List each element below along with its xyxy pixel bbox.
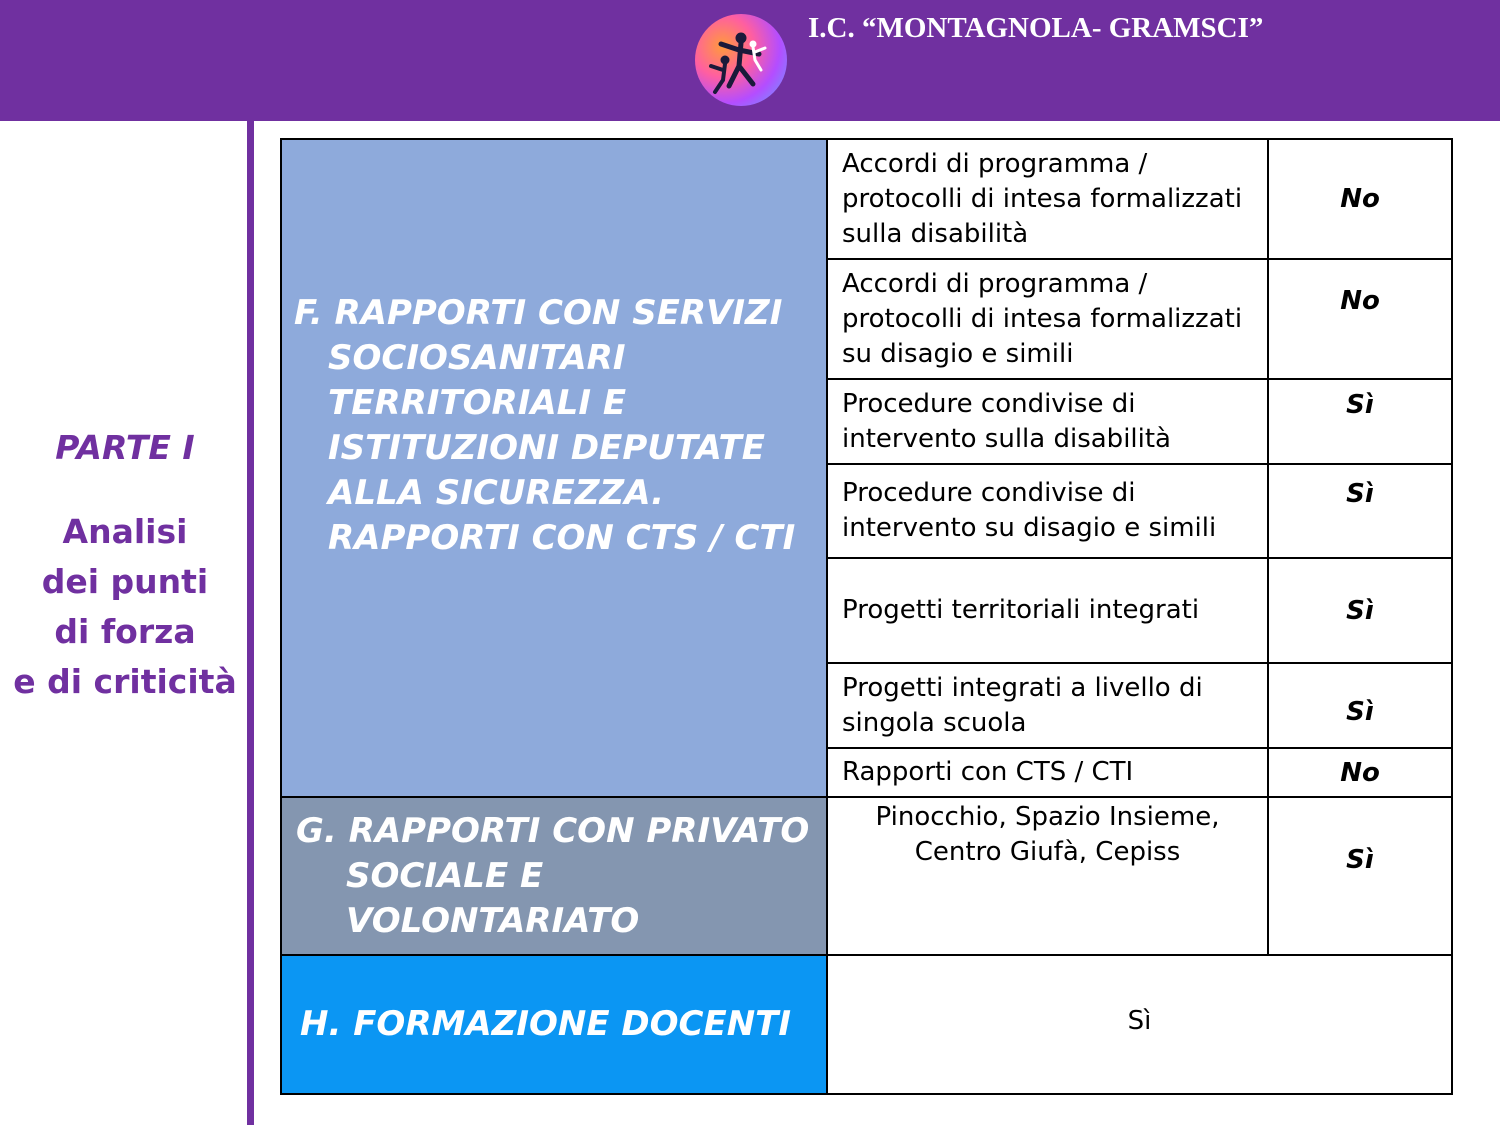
table-row-value: No (1267, 138, 1453, 260)
section-h-title: H. FORMAZIONE DOCENTI (300, 1004, 791, 1044)
table-row-value: Sì (1267, 662, 1453, 749)
table-row-item: Pinocchio, Spazio Insieme, Centro Giufà, Cepiss (826, 796, 1269, 956)
section-g-title: G. RAPPORTI CON PRIVATO SOCIALE E VOLONTARIATO (296, 810, 810, 941)
dancers-logo-icon (695, 14, 787, 106)
table-row-item: Rapporti con CTS / CTI (826, 747, 1269, 798)
subtitle-line: di forza (54, 612, 196, 651)
subtitle-line: Analisi (62, 512, 188, 551)
school-title: I.C. “MONTAGNOLA- GRAMSCI” (808, 12, 1264, 44)
section-g-header (280, 796, 828, 956)
table-row-value: Sì (1267, 557, 1453, 664)
subtitle-line: dei punti (41, 562, 209, 601)
subtitle-line: e di criticità (13, 662, 237, 701)
section-h-header (280, 954, 828, 1095)
table-row-value: No (1267, 258, 1453, 380)
table-row-value: Sì (1267, 796, 1453, 956)
table-row-item: Progetti integrati a livello di singola scuola (826, 662, 1269, 749)
table-row-value: No (1267, 747, 1453, 798)
section-f-header (280, 138, 828, 798)
table-row-value: Sì (1267, 463, 1453, 559)
table-row-item: Procedure condivise di intervento su disagio e simili (826, 463, 1269, 559)
table-row-item: Accordi di programma / protocolli di intesa formalizzati su disagio e simili (826, 258, 1269, 380)
table-row-item: Progetti territoriali integrati (826, 557, 1269, 664)
table-row-item: Procedure condivise di intervento sulla disabilità (826, 378, 1269, 465)
section-h-value: Sì (826, 954, 1453, 1095)
section-f-title: F. RAPPORTI CON SERVIZI SOCIOSANITARI TERRITORIALI E ISTITUZIONI DEPUTATE ALLA SICUREZZA. RAPPORTI CON CTS / CTI (294, 293, 796, 558)
left-panel (0, 425, 250, 707)
header-bar (0, 0, 1500, 121)
subtitle (0, 507, 250, 707)
part-label: PARTE I (55, 428, 195, 467)
table-row-value: Sì (1267, 378, 1453, 465)
table-row-item: Accordi di programma / protocolli di intesa formalizzati sulla disabilità (826, 138, 1269, 260)
